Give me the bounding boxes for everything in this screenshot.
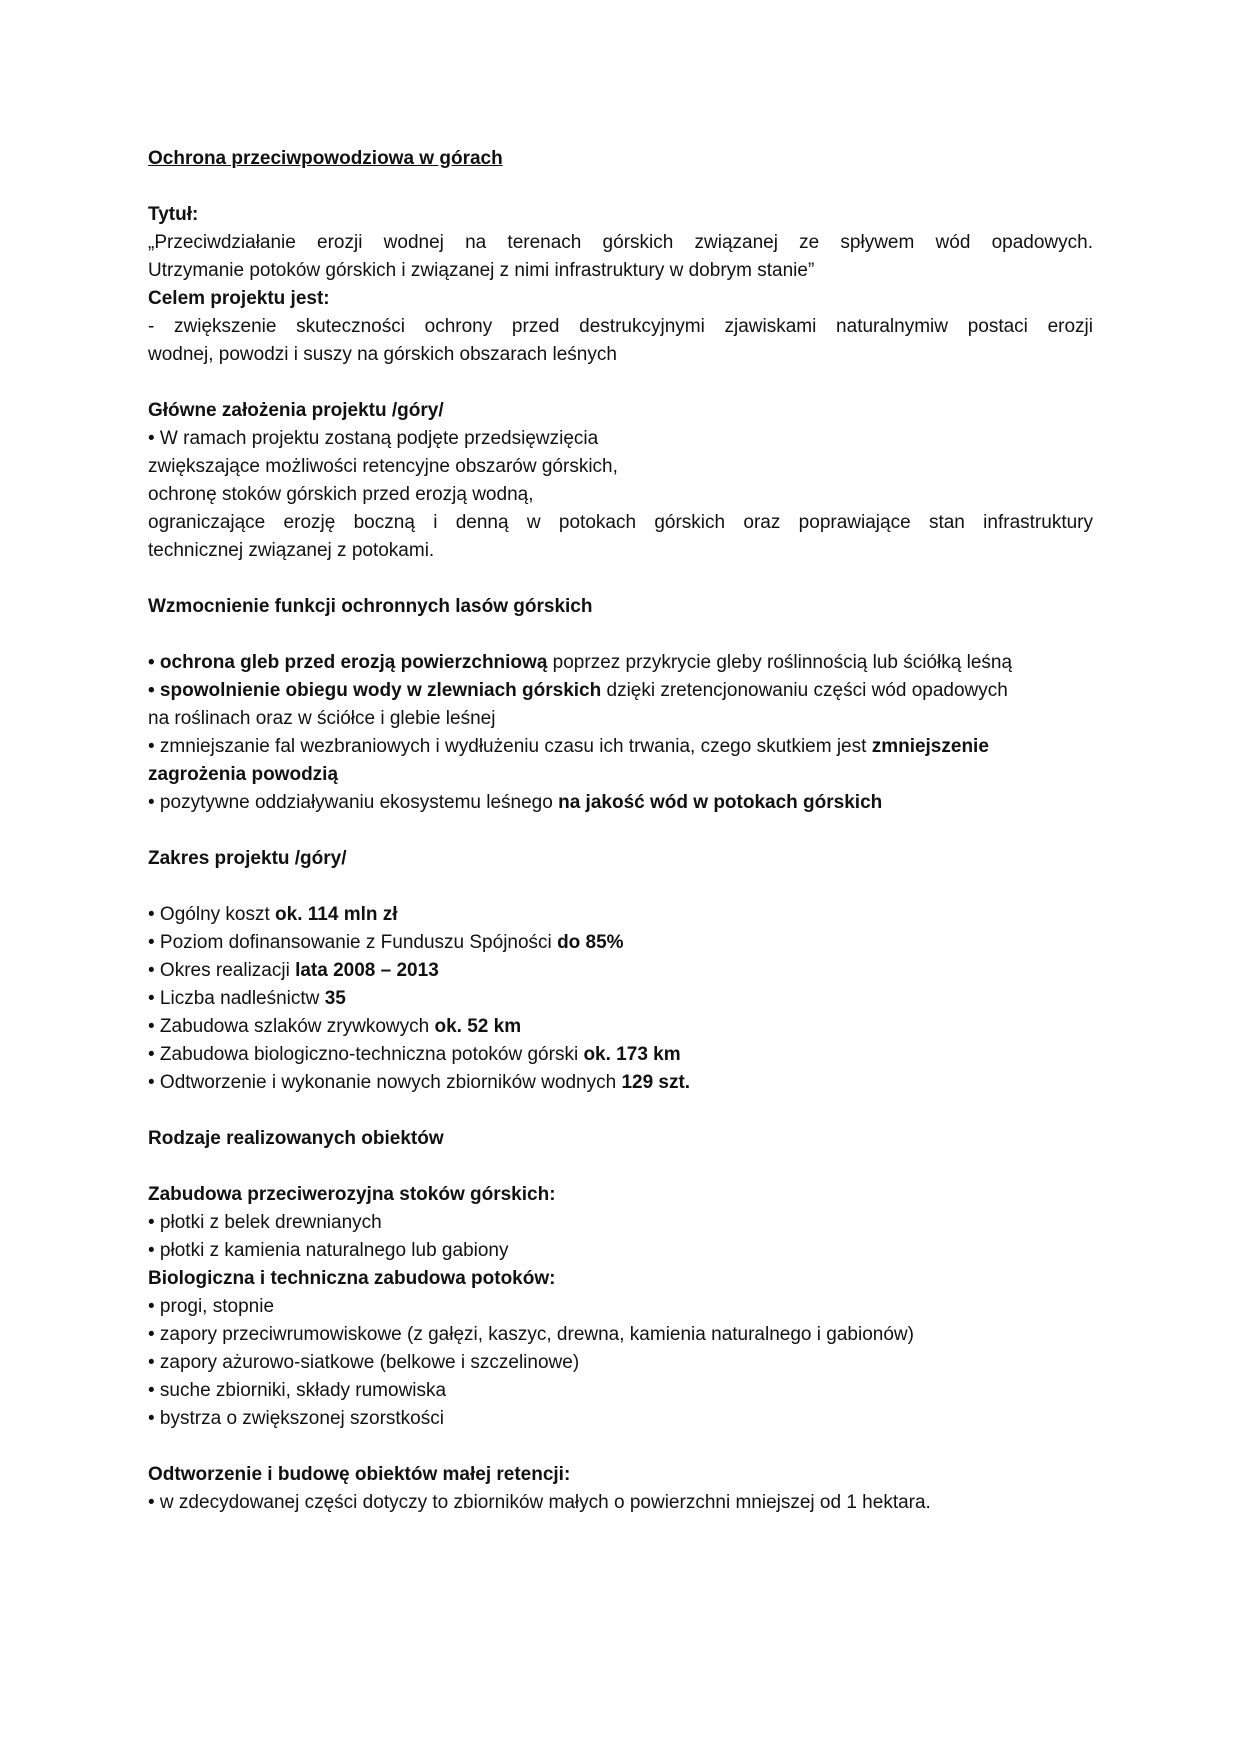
zakres-item-value: lata 2008 – 2013 xyxy=(295,960,439,981)
spacer xyxy=(148,565,1093,593)
zakres-item-text: • Odtworzenie i wykonanie nowych zbiorników wodnych xyxy=(148,1072,622,1093)
tytul-line-2: Utrzymanie potoków górskich i związanej z nimi infrastruktury w dobrym stanie” xyxy=(148,260,815,281)
zalozenia-line-5: technicznej związanej z potokami. xyxy=(148,540,435,561)
zakres-item xyxy=(148,957,1093,985)
rodzaje-heading: Rodzaje realizowanych obiektów xyxy=(148,1128,444,1149)
zakres-item-text: • Zabudowa szlaków zrywkowych xyxy=(148,1016,435,1037)
spacer xyxy=(148,873,1093,901)
tytul-line-1: „Przeciwdziałanie erozji wodnej na terenach górskich związanej ze spływem wód opadowych. xyxy=(148,232,1093,253)
cel-label: Celem projektu jest: xyxy=(148,288,330,309)
list-item: • zapory przeciwrumowiskowe (z gałęzi, kaszyc, drewna, kamienia naturalnego i gabionów) xyxy=(148,1324,914,1345)
wzmocnienie-item-1 xyxy=(148,649,1093,677)
zakres-item-text: • Ogólny koszt xyxy=(148,904,276,925)
wzmocnienie-item-4-bold: na jakość wód w potokach górskich xyxy=(558,792,883,813)
list-item: • zapory ażurowo-siatkowe (belkowe i szczelinowe) xyxy=(148,1352,580,1373)
zakres-item-text: • Poziom dofinansowanie z Funduszu Spójności xyxy=(148,932,558,953)
zakres-item-value: ok. 52 km xyxy=(434,1016,522,1037)
wzmocnienie-item-2 xyxy=(148,677,1093,705)
wzmocnienie-item-4 xyxy=(148,789,1093,817)
spacer xyxy=(148,1153,1093,1181)
list-item: • w zdecydowanej części dotyczy to zbiorników małych o powierzchni mniejszej od 1 hektara. xyxy=(148,1492,931,1513)
zalozenia-line-4: ograniczające erozję boczną i denną w potokach górskich oraz poprawiające stan infrastruktury xyxy=(148,512,1093,533)
wzmocnienie-item-1-bold: • ochrona gleb przed erozją powierzchniową xyxy=(148,652,548,673)
zakres-item xyxy=(148,1041,1093,1069)
zakres-item-value: do 85% xyxy=(557,932,624,953)
wzmocnienie-item-4-rest: • pozytywne oddziaływaniu ekosystemu leśnego xyxy=(148,792,559,813)
document-page xyxy=(148,145,1093,1517)
zalozenia-line-1: • W ramach projektu zostaną podjęte przedsięwzięcia xyxy=(148,428,599,449)
zakres-item xyxy=(148,901,1093,929)
spacer xyxy=(148,369,1093,397)
zalozenia-line-3: ochronę stoków górskich przed erozją wodną, xyxy=(148,484,534,505)
zakres-item-value: 35 xyxy=(324,988,346,1009)
zalozenia-heading: Główne założenia projektu /góry/ xyxy=(148,400,444,421)
list-item: • płotki z belek drewnianych xyxy=(148,1212,382,1233)
zakres-item-value: ok. 114 mln zł xyxy=(275,904,398,925)
list-item: • bystrza o zwiększonej szorstkości xyxy=(148,1408,444,1429)
document-title: Ochrona przeciwpowodziowa w górach xyxy=(148,148,503,169)
zakres-item-value: 129 szt. xyxy=(621,1072,691,1093)
wzmocnienie-item-2-line-2: na roślinach oraz w ściółce i glebie leśnej xyxy=(148,708,496,729)
spacer xyxy=(148,1433,1093,1461)
zakres-item-text: • Okres realizacji xyxy=(148,960,296,981)
list-item: • płotki z kamienia naturalnego lub gabiony xyxy=(148,1240,509,1261)
wzmocnienie-item-2-rest: dzięki zretencjonowaniu części wód opadowych xyxy=(601,680,1008,701)
list-item: • progi, stopnie xyxy=(148,1296,275,1317)
wzmocnienie-item-1-rest: poprzez przykrycie gleby roślinnością lub ściółką leśną xyxy=(547,652,1013,673)
cel-line-1: - zwiększenie skuteczności ochrony przed destrukcyjnymi zjawiskami naturalnymiw postaci erozji xyxy=(148,316,1093,337)
wzmocnienie-item-3-line-2: zagrożenia powodzią xyxy=(148,764,339,785)
zakres-item xyxy=(148,1069,1093,1097)
wzmocnienie-item-3-rest: • zmniejszanie fal wezbraniowych i wydłużeniu czasu ich trwania, czego skutkiem jest xyxy=(148,736,872,757)
zakres-item xyxy=(148,1013,1093,1041)
zakres-item xyxy=(148,929,1093,957)
zalozenia-line-2: zwiększające możliwości retencyjne obszarów górskich, xyxy=(148,456,618,477)
zakres-item xyxy=(148,985,1093,1013)
spacer xyxy=(148,621,1093,649)
spacer xyxy=(148,173,1093,201)
wzmocnienie-item-3 xyxy=(148,733,1093,761)
wzmocnienie-item-2-bold: • spowolnienie obiegu wody w zlewniach górskich xyxy=(148,680,602,701)
rodzaje-sub3-heading: Odtworzenie i budowę obiektów małej retencji: xyxy=(148,1464,571,1485)
zakres-item-text: • Zabudowa biologiczno-techniczna potoków górski xyxy=(148,1044,584,1065)
wzmocnienie-item-3-bold: zmniejszenie xyxy=(871,736,989,757)
list-item: • suche zbiorniki, składy rumowiska xyxy=(148,1380,447,1401)
wzmocnienie-heading: Wzmocnienie funkcji ochronnych lasów górskich xyxy=(148,596,593,617)
zakres-item-text: • Liczba nadleśnictw xyxy=(148,988,325,1009)
zakres-heading: Zakres projektu /góry/ xyxy=(148,848,347,869)
cel-line-2: wodnej, powodzi i suszy na górskich obszarach leśnych xyxy=(148,344,617,365)
spacer xyxy=(148,1097,1093,1125)
tytul-label: Tytuł: xyxy=(148,204,199,225)
rodzaje-sub2-heading: Biologiczna i techniczna zabudowa potoków: xyxy=(148,1268,556,1289)
rodzaje-sub1-heading: Zabudowa przeciwerozyjna stoków górskich: xyxy=(148,1184,556,1205)
spacer xyxy=(148,817,1093,845)
zakres-item-value: ok. 173 km xyxy=(583,1044,681,1065)
